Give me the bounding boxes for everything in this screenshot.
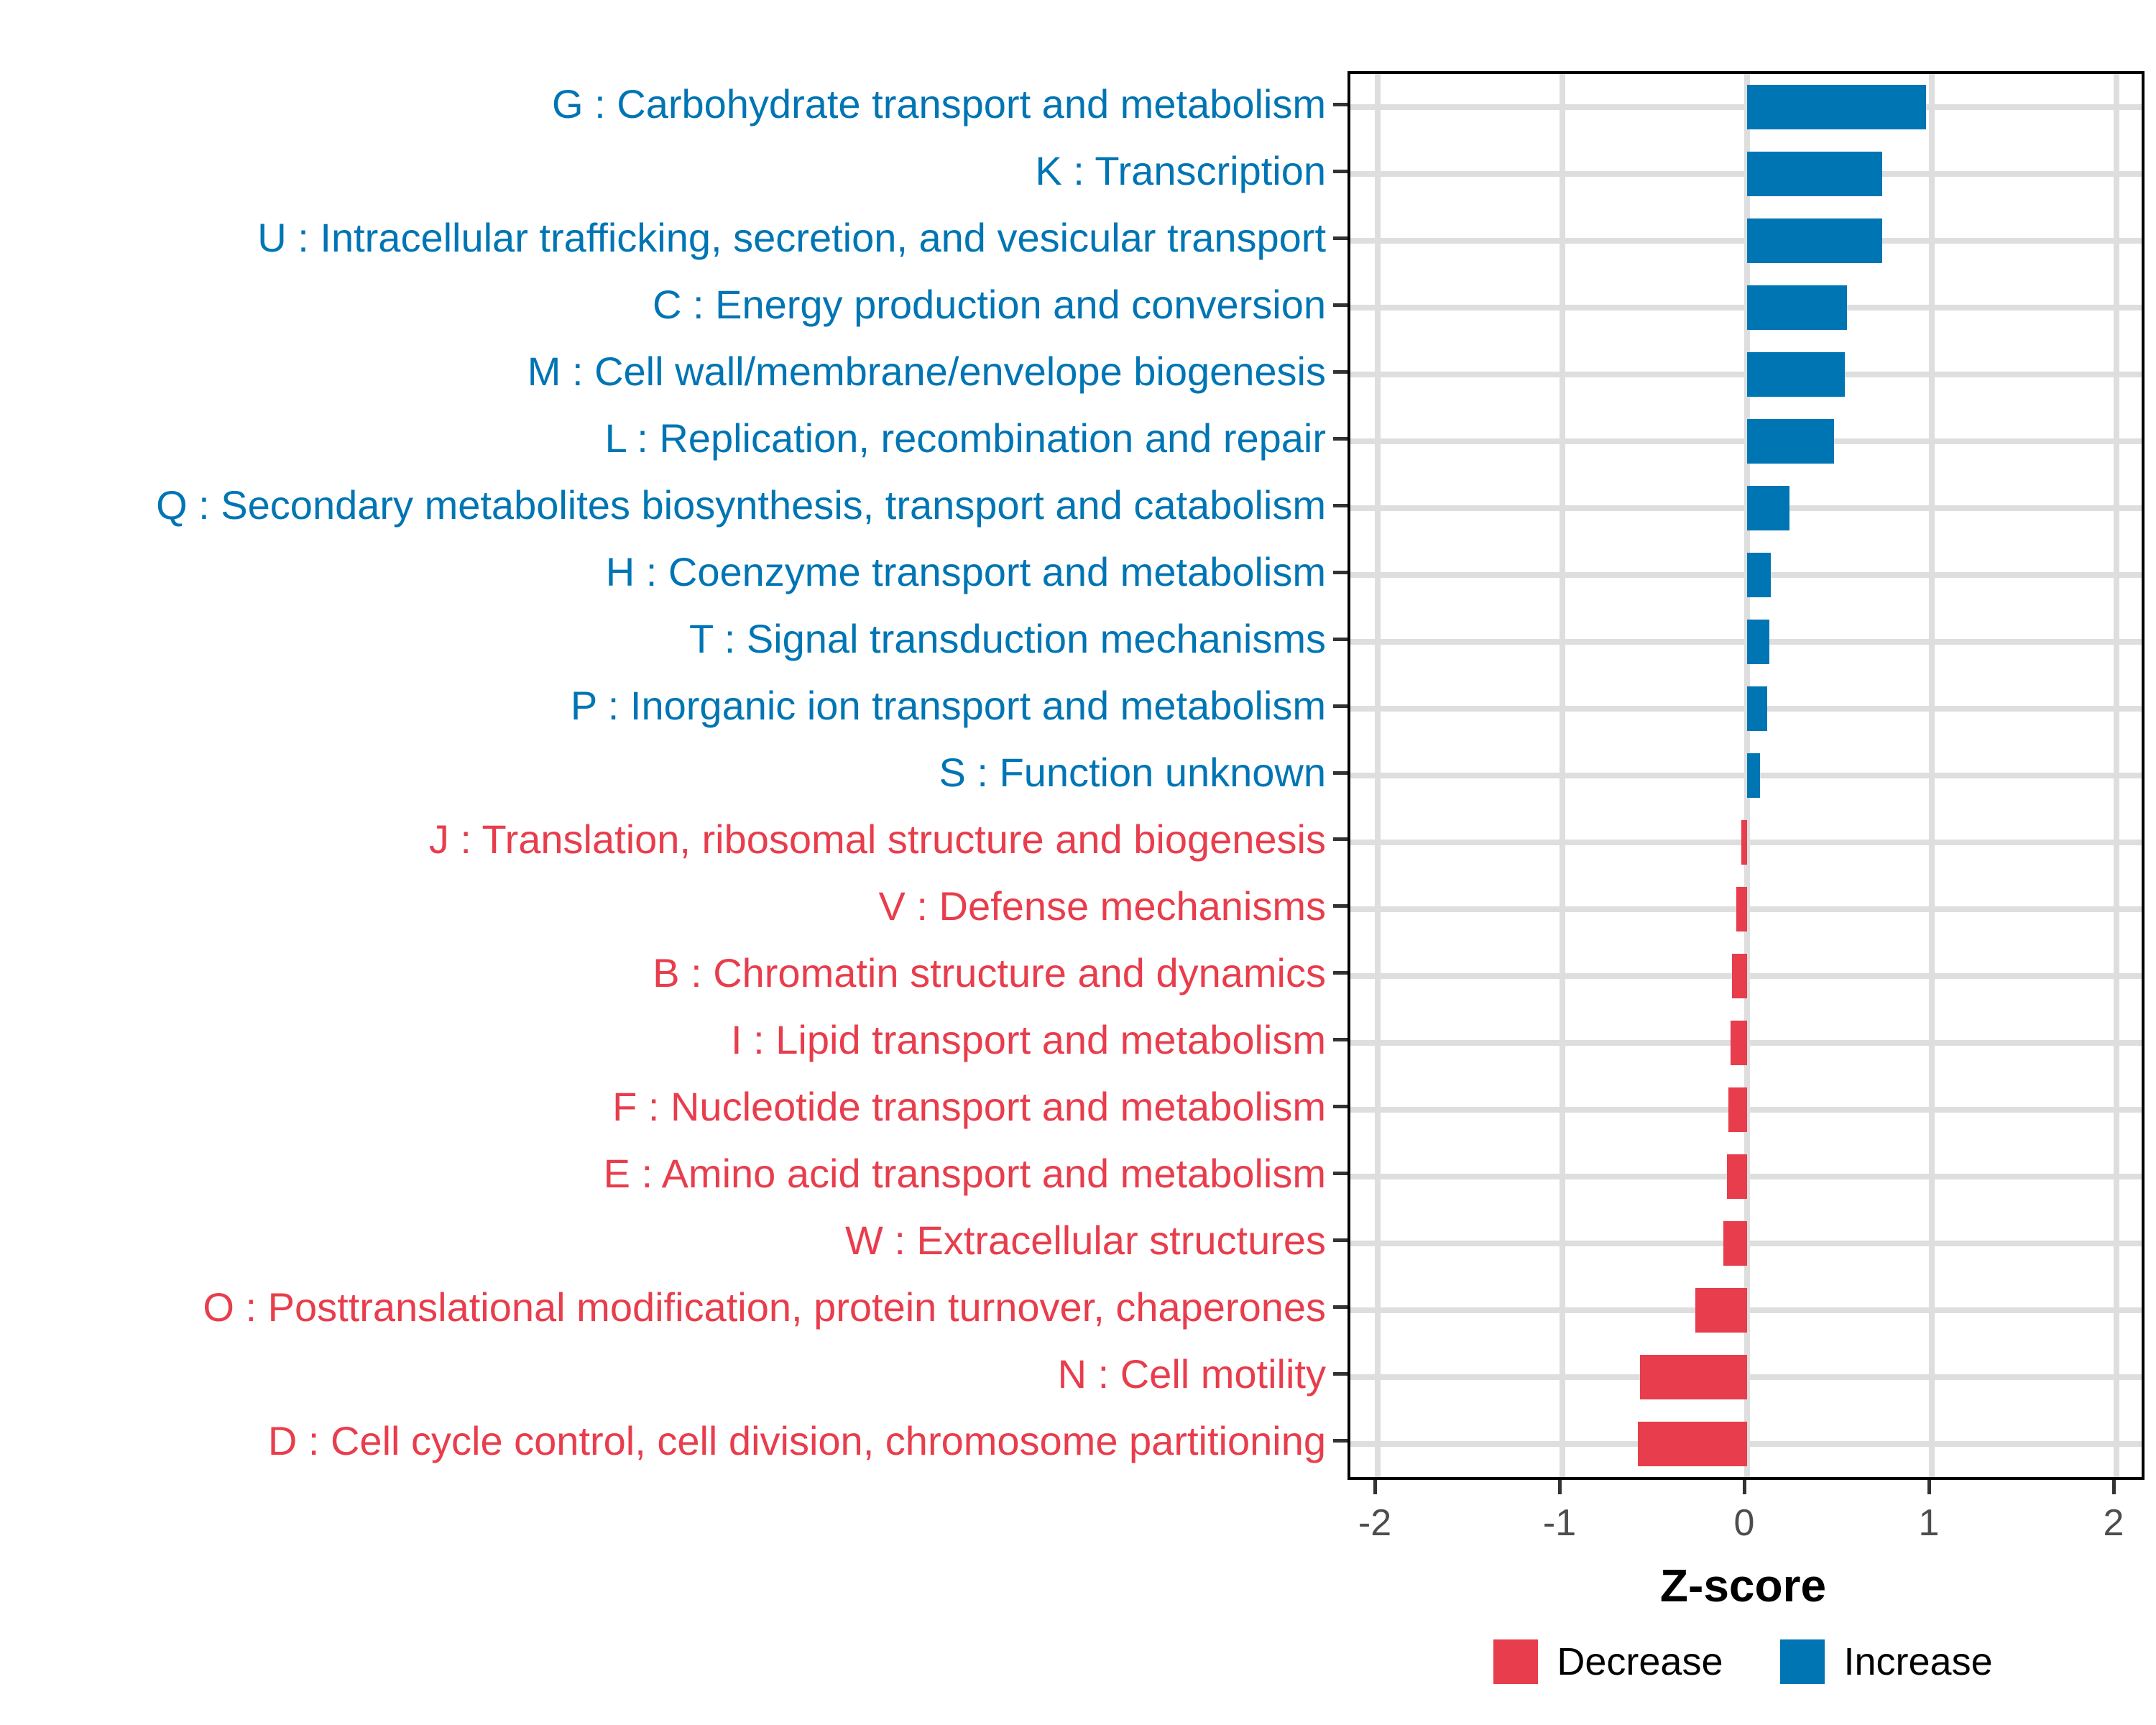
legend-item-decrease [1493, 1639, 1723, 1684]
x-axis-tick [2112, 1480, 2116, 1494]
bar-N [1640, 1355, 1747, 1399]
category-label: U : Intracellular trafficking, secretion, and vesicular transport [257, 215, 1326, 261]
category-label: M : Cell wall/membrane/envelope biogenesis [527, 349, 1326, 395]
y-axis-tick [1333, 1172, 1348, 1175]
category-label: G : Carbohydrate transport and metabolism [552, 81, 1326, 127]
category-label: P : Inorganic ion transport and metabolism [570, 683, 1326, 729]
category-label: S : Function unknown [939, 749, 1326, 795]
y-axis-tick [1333, 303, 1348, 307]
bar-H [1747, 553, 1771, 597]
y-axis-tick [1333, 504, 1348, 507]
y-axis-tick [1333, 971, 1348, 975]
y-axis-tick [1333, 904, 1348, 908]
x-tick-label: 1 [1918, 1502, 1940, 1544]
x-axis-tick [1558, 1480, 1562, 1494]
bar-I [1731, 1021, 1747, 1065]
bar-W [1723, 1221, 1747, 1266]
bar-C [1747, 285, 1847, 330]
y-axis-tick [1333, 1305, 1348, 1309]
bar-F [1728, 1087, 1747, 1132]
bar-M [1747, 352, 1845, 397]
y-axis-tick [1333, 1238, 1348, 1242]
category-label: W : Extracellular structures [844, 1217, 1326, 1263]
category-label: N : Cell motility [1057, 1351, 1326, 1397]
bar-K [1747, 152, 1882, 196]
y-axis-tick [1333, 1372, 1348, 1376]
y-axis-tick [1333, 638, 1348, 641]
y-axis-tick [1333, 571, 1348, 574]
plot-panel [1348, 71, 2145, 1480]
legend-key-decrease-swatch [1493, 1639, 1538, 1684]
y-axis-tick [1333, 370, 1348, 374]
category-label: V : Defense mechanisms [878, 883, 1326, 929]
category-label: Q : Secondary metabolites biosynthesis, transport and catabolism [156, 482, 1326, 528]
bar-V [1736, 887, 1747, 932]
category-label: F : Nucleotide transport and metabolism [612, 1083, 1326, 1129]
category-label: I : Lipid transport and metabolism [731, 1016, 1326, 1062]
legend-label-decrease: Decrease [1557, 1640, 1723, 1683]
y-axis-tick [1333, 837, 1348, 841]
bar-J [1741, 820, 1747, 865]
gridline-vertical [2114, 74, 2119, 1477]
category-label: L : Replication, recombination and repair [604, 415, 1326, 461]
x-axis-tick [1743, 1480, 1746, 1494]
x-tick-label: -1 [1542, 1502, 1577, 1544]
y-axis-tick [1333, 771, 1348, 775]
y-axis-tick [1333, 103, 1348, 106]
category-label: B : Chromatin structure and dynamics [653, 949, 1326, 995]
bar-U [1747, 218, 1882, 263]
legend-key-increase-swatch [1780, 1639, 1825, 1684]
x-axis-tick [1373, 1480, 1377, 1494]
category-label: E : Amino acid transport and metabolism [603, 1150, 1326, 1196]
legend-label-increase: Increase [1843, 1640, 1993, 1683]
bar-E [1727, 1154, 1747, 1199]
y-axis-tick [1333, 1038, 1348, 1041]
bar-G [1747, 85, 1926, 129]
category-label: C : Energy production and conversion [653, 282, 1326, 328]
y-axis-tick [1333, 236, 1348, 240]
gridline-vertical [1560, 74, 1565, 1477]
category-label: O : Posttranslational modification, protein turnover, chaperones [203, 1284, 1326, 1330]
x-tick-label: 2 [2103, 1502, 2124, 1544]
gridline-vertical [1929, 74, 1935, 1477]
bar-P [1747, 686, 1767, 731]
legend-item-increase [1780, 1639, 1992, 1684]
category-label: D : Cell cycle control, cell division, chromosome partitioning [267, 1417, 1326, 1463]
bar-O [1695, 1288, 1747, 1333]
x-tick-label: 0 [1733, 1502, 1755, 1544]
bar-B [1732, 954, 1747, 998]
x-axis-tick [1927, 1480, 1931, 1494]
gridline-vertical [1375, 74, 1381, 1477]
category-label: H : Coenzyme transport and metabolism [605, 549, 1326, 595]
bar-S [1747, 753, 1760, 798]
bar-L [1747, 419, 1834, 464]
x-axis-title: Z-score [1659, 1560, 1827, 1611]
category-label: T : Signal transduction mechanisms [688, 616, 1326, 662]
legend [1348, 1639, 2139, 1684]
bar-T [1747, 620, 1769, 664]
y-axis-tick [1333, 1105, 1348, 1108]
y-axis-tick [1333, 170, 1348, 173]
category-label: K : Transcription [1035, 148, 1326, 194]
y-axis-tick [1333, 704, 1348, 708]
category-label: J : Translation, ribosomal structure and biogenesis [428, 816, 1326, 862]
y-axis-tick [1333, 1439, 1348, 1443]
bar-D [1638, 1422, 1747, 1466]
bar-Q [1747, 486, 1789, 530]
x-tick-label: -2 [1358, 1502, 1392, 1544]
y-axis-tick [1333, 437, 1348, 441]
